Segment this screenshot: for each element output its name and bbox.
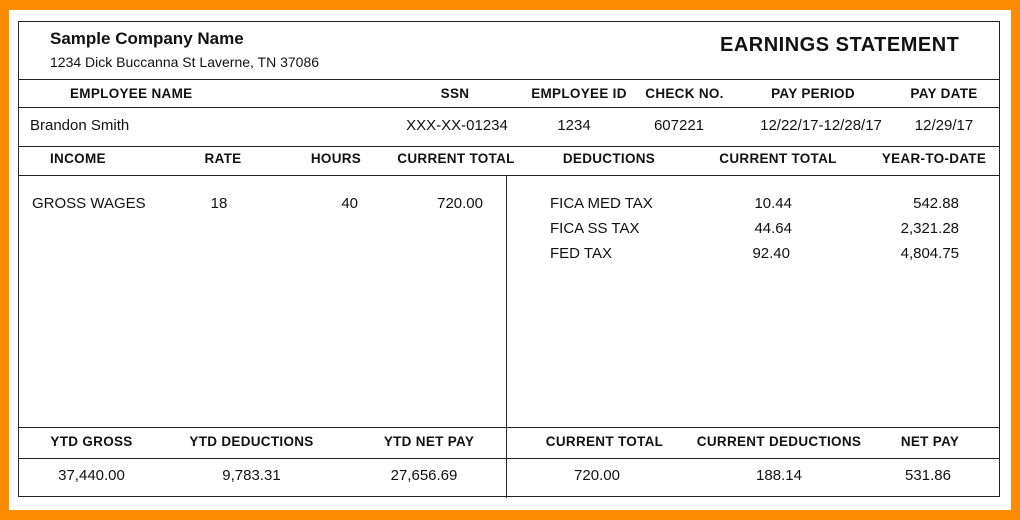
divider <box>19 427 999 428</box>
income-current-total: 720.00 <box>437 195 483 212</box>
income-rate: 18 <box>210 195 228 212</box>
check-no-header: CHECK NO. <box>645 86 724 101</box>
deduction-ytd: 4,804.75 <box>900 245 959 262</box>
pay-period-value: 12/22/17-12/28/17 <box>760 117 882 134</box>
income-hours: 40 <box>341 195 358 212</box>
deduction-current-total: 44.64 <box>754 220 792 237</box>
income-current-total-header: CURRENT TOTAL <box>397 151 515 166</box>
pay-date-value: 12/29/17 <box>914 117 974 134</box>
deductions-header: DEDUCTIONS <box>562 151 656 166</box>
divider <box>19 146 999 147</box>
divider <box>19 458 999 459</box>
income-header: INCOME <box>50 151 106 166</box>
net-pay-value: 531.86 <box>905 467 951 484</box>
employee-name-header: EMPLOYEE NAME <box>70 86 193 101</box>
employee-id-value: 1234 <box>557 117 591 134</box>
deductions-current-total-header: CURRENT TOTAL <box>719 151 837 166</box>
current-deductions-header: CURRENT DEDUCTIONS <box>696 434 862 449</box>
net-pay-header: NET PAY <box>900 434 960 449</box>
deduction-current-total: 10.44 <box>754 195 792 212</box>
current-total-value: 720.00 <box>574 467 620 484</box>
earnings-statement <box>18 21 1000 497</box>
company-address: 1234 Dick Buccanna St Laverne, TN 37086 <box>50 54 320 70</box>
current-total-header: CURRENT TOTAL <box>545 434 664 449</box>
company-name: Sample Company Name <box>50 29 244 48</box>
deduction-name: FICA MED TAX <box>550 195 653 212</box>
deduction-ytd: 2,321.28 <box>900 220 959 237</box>
ytd-deductions-header: YTD DEDUCTIONS <box>189 434 314 449</box>
divider <box>19 107 999 108</box>
rate-header: RATE <box>204 151 242 166</box>
ssn-header: SSN <box>440 86 470 101</box>
current-deductions-value: 188.14 <box>756 467 802 484</box>
deduction-name: FED TAX <box>550 245 612 262</box>
hours-header: HOURS <box>310 151 362 166</box>
check-no-value: 607221 <box>653 117 705 134</box>
divider <box>19 175 999 176</box>
employee-name-value: Brandon Smith <box>30 117 130 134</box>
deduction-ytd: 542.88 <box>913 195 959 212</box>
pay-period-header: PAY PERIOD <box>771 86 855 101</box>
column-divider <box>506 175 507 498</box>
deduction-name: FICA SS TAX <box>550 220 640 237</box>
ssn-value: XXX-XX-01234 <box>406 117 508 134</box>
income-name: GROSS WAGES <box>32 195 146 212</box>
year-to-date-header: YEAR-TO-DATE <box>881 151 987 166</box>
pay-date-header: PAY DATE <box>910 86 978 101</box>
ytd-net-pay-value: 27,656.69 <box>390 467 458 484</box>
ytd-gross-header: YTD GROSS <box>50 434 133 449</box>
ytd-net-pay-header: YTD NET PAY <box>383 434 475 449</box>
deduction-current-total: 92.40 <box>752 245 790 262</box>
ytd-gross-value: 37,440.00 <box>58 467 125 484</box>
document-title: EARNINGS STATEMENT <box>720 34 960 56</box>
employee-id-header: EMPLOYEE ID <box>531 86 627 101</box>
divider <box>19 79 999 80</box>
ytd-deductions-value: 9,783.31 <box>222 467 281 484</box>
